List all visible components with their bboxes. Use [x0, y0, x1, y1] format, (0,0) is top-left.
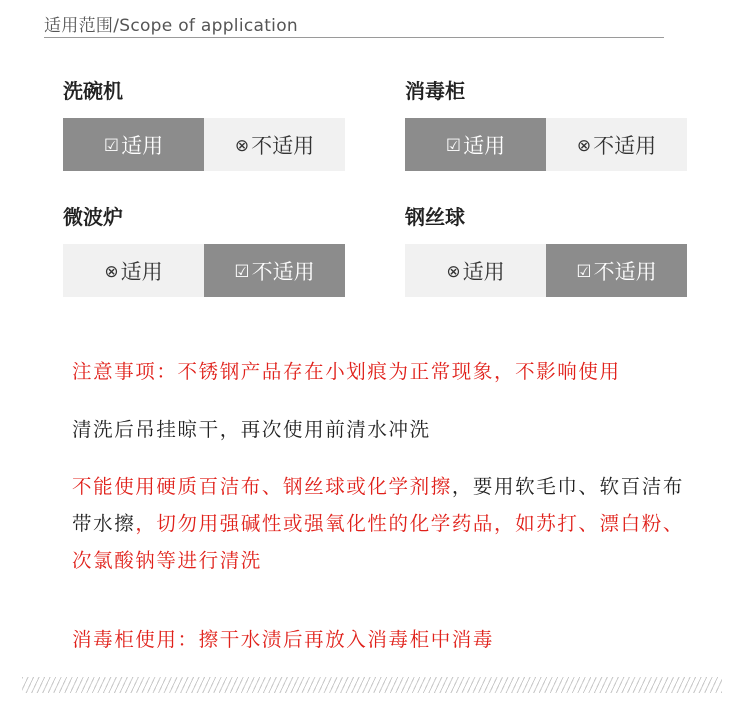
suitable-option[interactable] [405, 118, 546, 171]
option-label: 适用 [120, 259, 163, 284]
suitability-toggle [63, 244, 345, 297]
header-title: 适用范围/Scope of application [44, 16, 298, 36]
cross-circle-icon: ⊗ [446, 261, 461, 282]
check-circle-icon: ☑ [576, 261, 592, 282]
group-title: 洗碗机 [63, 79, 123, 103]
check-circle-icon: ☑ [234, 261, 250, 282]
suitable-option[interactable] [63, 244, 204, 297]
suitable-option[interactable] [63, 118, 204, 171]
cleaning-warning [72, 468, 702, 579]
sterilizer-usage: 消毒柜使用：擦干水渍后再放入消毒柜中消毒 [72, 628, 495, 651]
option-label: 不适用 [251, 133, 315, 158]
cross-circle-icon: ⊗ [234, 135, 250, 156]
suitability-toggle [405, 118, 687, 171]
unsuitable-option[interactable] [546, 244, 687, 297]
cross-circle-icon: ⊗ [104, 261, 119, 282]
group-sterilizer [405, 78, 687, 171]
unsuitable-option[interactable] [204, 244, 345, 297]
decorative-stripes [22, 677, 722, 693]
group-dishwasher [63, 78, 345, 171]
suitability-toggle [405, 244, 687, 297]
warning-text-red: 不能使用硬质百洁布、钢丝球或化学剂擦 [72, 475, 452, 498]
group-title: 微波炉 [63, 205, 123, 229]
suitability-toggle [63, 118, 345, 171]
suitable-option[interactable] [405, 244, 546, 297]
check-circle-icon: ☑ [445, 135, 462, 156]
check-circle-icon: ☑ [103, 135, 120, 156]
washing-instruction: 清洗后吊挂晾干，再次使用前清水冲洗 [72, 418, 431, 441]
notice-line: 注意事项：不锈钢产品存在小划痕为正常现象，不影响使用 [72, 360, 621, 383]
group-steel-wool [405, 204, 687, 297]
unsuitable-option[interactable] [546, 118, 687, 171]
group-title: 消毒柜 [405, 79, 465, 103]
option-label: 不适用 [593, 259, 657, 284]
header-divider [44, 37, 664, 38]
option-label: 不适用 [251, 259, 315, 284]
option-label: 适用 [463, 133, 506, 158]
group-microwave [63, 204, 345, 297]
option-label: 不适用 [593, 133, 657, 158]
option-label: 适用 [121, 133, 164, 158]
cross-circle-icon: ⊗ [576, 135, 592, 156]
option-label: 适用 [462, 259, 505, 284]
warning-text-red-2: ，切勿用强碱性或强氧化性的化学药品，如苏打、漂白粉、次氯酸钠等进行清洗 [72, 512, 684, 572]
recommendation-text: ，要用软毛巾、软百洁布带水擦 [72, 475, 684, 535]
group-title: 钢丝球 [405, 205, 465, 229]
unsuitable-option[interactable] [204, 118, 345, 171]
